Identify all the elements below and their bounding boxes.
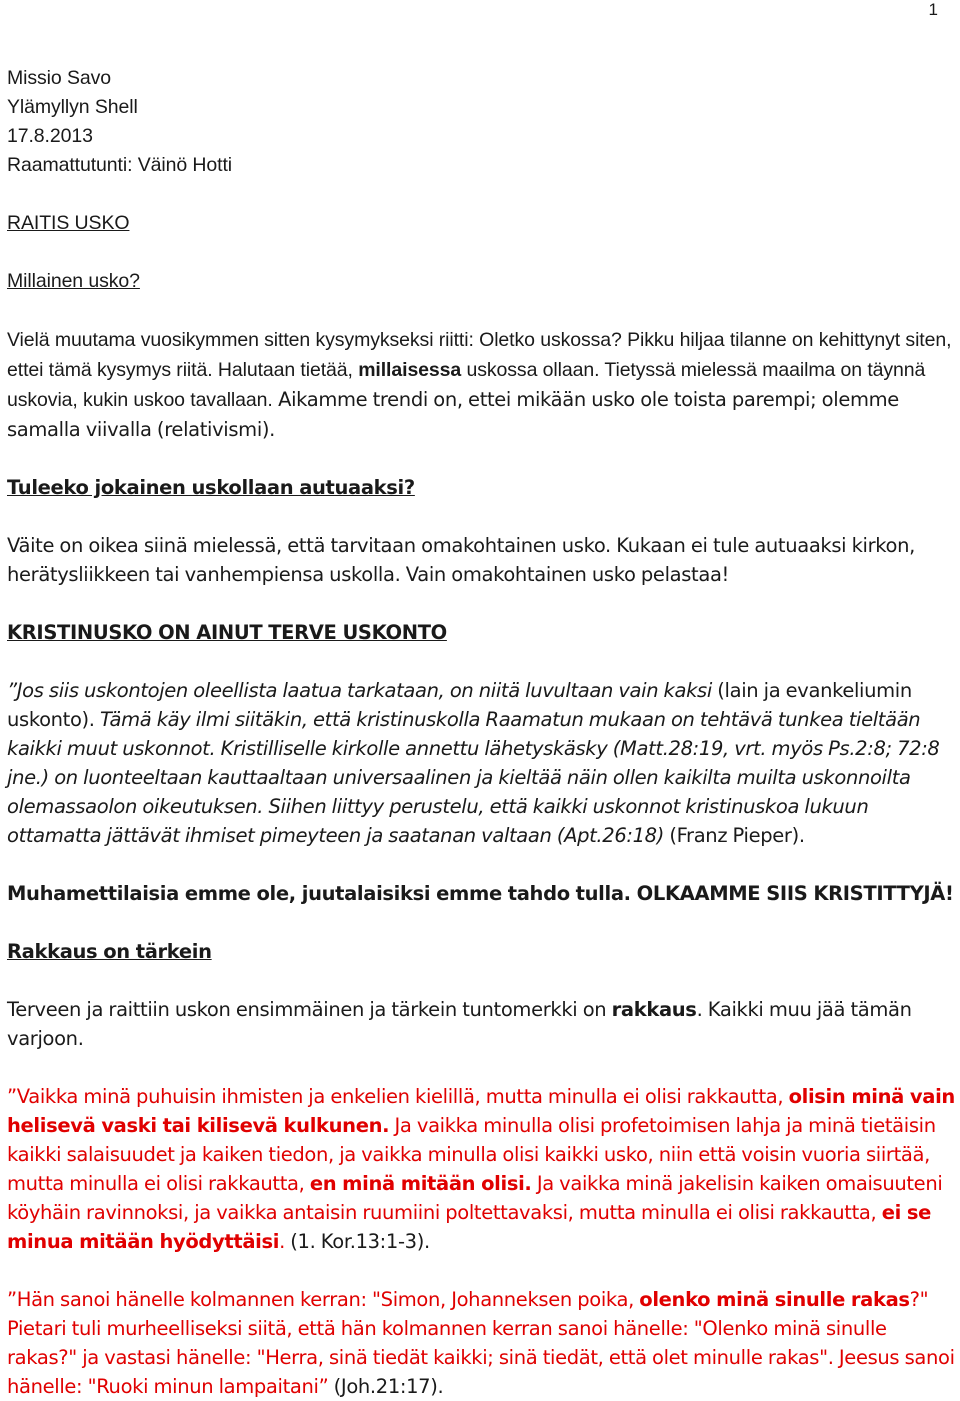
document-title: RAITIS USKO bbox=[7, 212, 130, 234]
header-speaker: Raamattutunti: Väinö Hotti bbox=[7, 154, 233, 176]
section-heading-millainen-usko: Millainen usko? bbox=[7, 270, 140, 292]
paragraph-rakkaus: Terveen ja raittiin uskon ensimmäinen ja tärkein tuntomerkki on rakkaus. Kaikki muu jää tämän varjoon. bbox=[7, 998, 912, 1050]
header-date: 17.8.2013 bbox=[7, 125, 93, 147]
quote-pieper: ”Jos siis uskontojen oleellista laatua tarkataan, on niitä luvultaan vain kaksi (lain ja evankeliumin uskonto). Tämä käy ilmi siitäkin, että kristinuskolla Raamatun mukaan on tehtävä tunkea tieltään kaikki muut uskonnot. Kristilliselle kirkolle annettu lähetyskäsky (Matt.28:19, vrt. myös Ps.2:8; 72:8 jne.) on luonteeltaan kauttaaltaan universaalinen ja kieltää näin ollen kaikilta muilta uskonnoilta olemassaolon oikeutuksen. Siihen liittyy perustelu, että kaikki uskonnot kristinuskoa lukuun ottamatta jättävät ihmiset pimeyteen ja saatanan valtaan (Apt.26:18) (Franz Pieper). bbox=[7, 679, 940, 847]
document-body bbox=[7, 64, 957, 1401]
quote-johannes: ”Hän sanoi hänelle kolmannen kerran: "Simon, Johanneksen poika, olenko minä sinulle rakas?" Pietari tuli murheelliseksi siitä, että hän kolmannen kerran sanoi hänelle: "Olenko minä sinulle rakas?" ja vastasi hänelle: "Herra, sinä tiedät kaikki; sinä tiedät, että olet minulle rakas". Jeesus sanoi hänelle: "Ruoki minun lampaitani” (Joh.21:17). bbox=[7, 1288, 955, 1398]
paragraph-intro: Vielä muutama vuosikymmen sitten kysymykseksi riitti: Oletko uskossa? Pikku hiljaa tilanne on kehittynyt siten, ettei tämä kysymys riitä. Halutaan tietää, millaisessa uskossa ollaan. Tietyssä mielessä maailma on täynnä uskovia, kukin uskoo tavallaan. Aikamme trendi on, ettei mikään usko ole toista parempi; olemme samalla viivalla (relativismi). bbox=[7, 329, 952, 441]
document-header bbox=[7, 64, 957, 180]
paragraph-omakohtainen-usko: Väite on oikea siinä mielessä, että tarvitaan omakohtainen usko. Kukaan ei tule autuaaksi kirkon, herätysliikkeen tai vanhempiensa uskolla. Vain omakohtainen usko pelastaa! bbox=[7, 534, 915, 586]
section-heading-autuaaksi: Tuleeko jokainen uskollaan autuaaksi? bbox=[7, 476, 415, 499]
header-organization: Missio Savo bbox=[7, 67, 112, 89]
section-heading-kristinusko: KRISTINUSKO ON AINUT TERVE USKONTO bbox=[7, 621, 447, 644]
page-number: 1 bbox=[928, 0, 938, 19]
statement-kristittyja: Muhamettilaisia emme ole, juutalaisiksi emme tahdo tulla. OLKAAMME SIIS KRISTITTYJÄ! bbox=[7, 882, 954, 905]
header-location: Ylämyllyn Shell bbox=[7, 96, 138, 118]
quote-1-korinttilaisille: ”Vaikka minä puhuisin ihmisten ja enkelien kielillä, mutta minulla ei olisi rakkautta, olisin minä vain helisevä vaski tai kilisevä kulkunen. Ja vaikka minulla olisi profetoimisen lahja ja minä tietäisin kaikki salaisuudet ja kaiken tiedon, ja vaikka minulla olisi kaikki usko, niin että voisin vuoria siirtää, mutta minulla ei olisi rakkautta, en minä mitään olisi. Ja vaikka minä jakelisin kaiken omaisuuteni köyhäin ravinnoksi, ja vaikka antaisin ruumiini poltettavaksi, mutta minulla ei olisi rakkautta, ei se minua mitään hyödyttäisi. (1. Kor.13:1-3). bbox=[7, 1085, 955, 1253]
section-heading-rakkaus: Rakkaus on tärkein bbox=[7, 940, 212, 963]
